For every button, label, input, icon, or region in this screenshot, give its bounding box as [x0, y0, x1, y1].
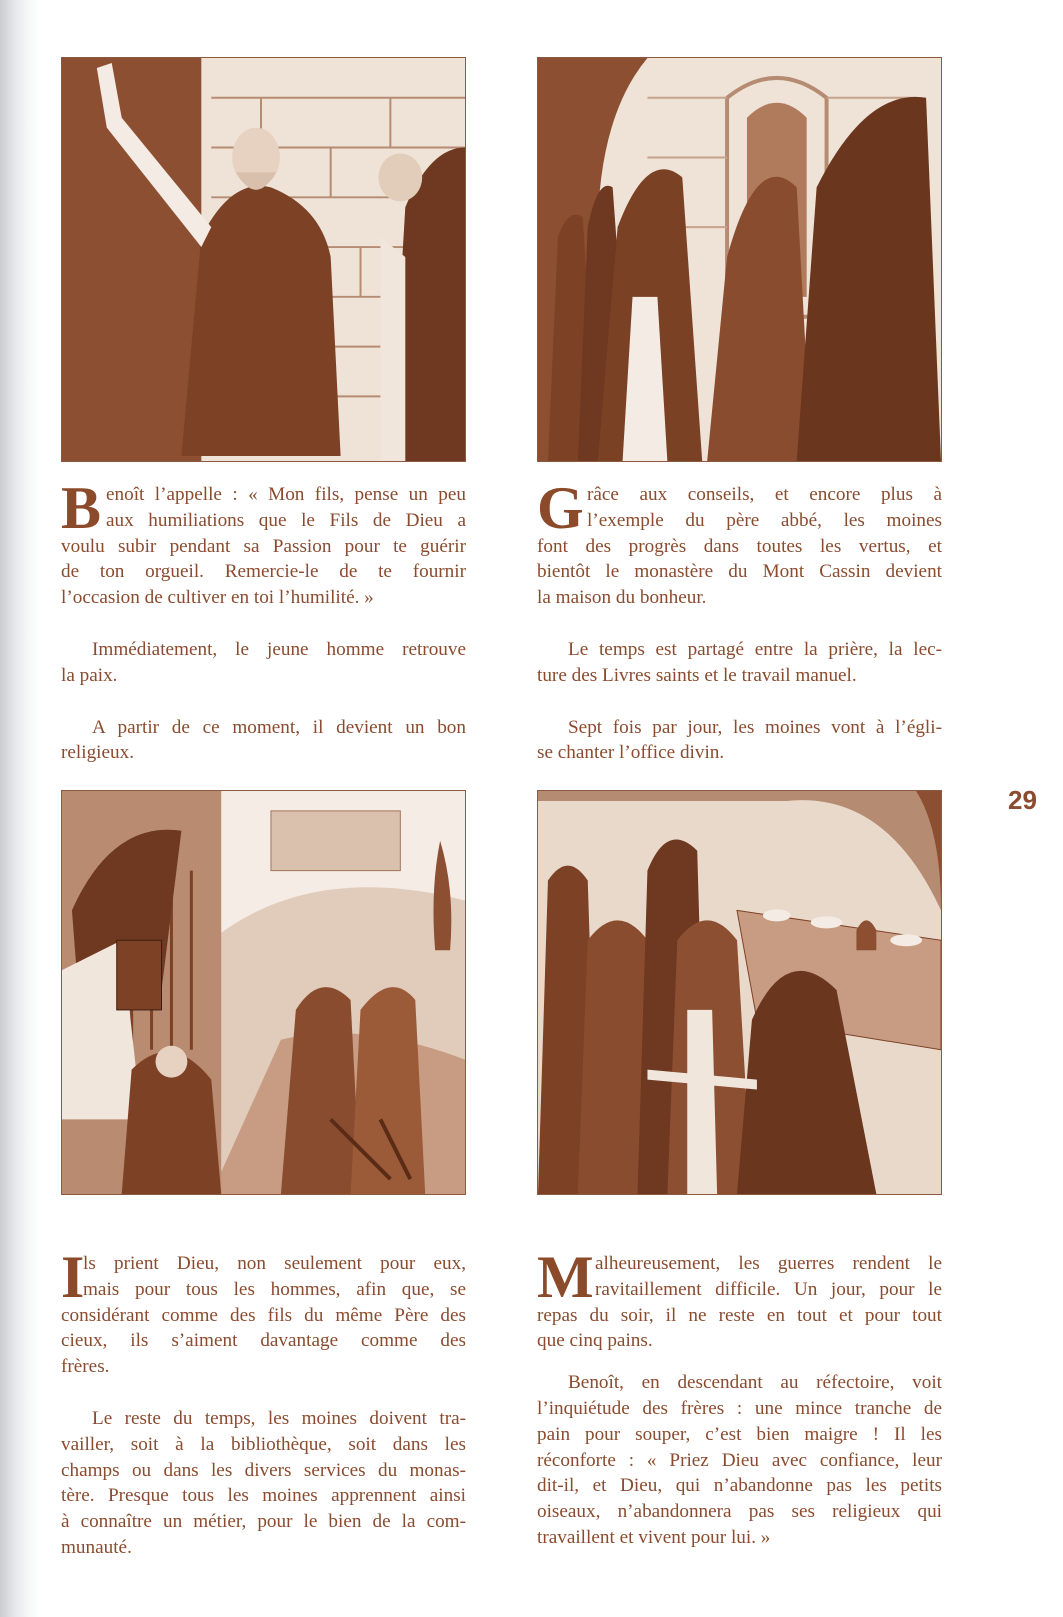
- text-line: de ton orgueil. Remercie-le de te fournir: [61, 561, 466, 583]
- text-line: vailler, soit à la bibliothèque, soit dans les: [61, 1433, 466, 1455]
- text-line: l’occasion de cultiver en toi l’humilité. »: [61, 587, 374, 609]
- text-line: la paix.: [61, 664, 118, 686]
- paragraph: [61, 1406, 466, 1561]
- paragraph: [537, 1244, 942, 1354]
- text-line: dit-il, et Dieu, qui n’abandonne pas les petits: [537, 1475, 942, 1497]
- story-text-panel-3: [61, 1244, 466, 1587]
- paragraph: [537, 1370, 942, 1551]
- text-line: munauté.: [61, 1536, 132, 1558]
- text-line: considérant comme des fils du même Père des: [61, 1304, 466, 1326]
- text-line: pain pour souper, c’est bien maigre ! Il les: [537, 1423, 942, 1445]
- text-line: cieux, ils s’aiment davantage comme des: [61, 1330, 466, 1352]
- text-line: Immédiatement, le jeune homme retrouve: [92, 638, 466, 660]
- paragraph: [61, 715, 466, 767]
- paragraph: [537, 637, 942, 689]
- text-line: tère. Presque tous les moines apprennent ainsi: [61, 1485, 466, 1507]
- text-line: ravitaillement difficile. Un jour, pour le: [595, 1278, 942, 1300]
- text-line: enoît l’appelle : « Mon fils, pense un peu: [106, 484, 466, 505]
- text-line: Le temps est partagé entre la prière, la lec-: [568, 638, 942, 660]
- page-gutter-shadow: [0, 0, 40, 1617]
- text-line: alheureusement, les guerres rendent le: [595, 1253, 942, 1274]
- text-line: font des progrès dans toutes les vertus, et: [537, 535, 942, 557]
- page-number: 29: [1008, 785, 1037, 815]
- text-line: repas du soir, il ne reste en tout et pour tout: [537, 1304, 942, 1326]
- text-line: ture des Livres saints et le travail manuel.: [537, 664, 857, 686]
- text-line: frères.: [61, 1356, 110, 1378]
- illustration-refectory: [537, 790, 942, 1195]
- dropcap-letter: B: [61, 475, 102, 541]
- illustration-image: [538, 58, 941, 461]
- paragraph: [537, 715, 942, 767]
- dropcap-letter: G: [537, 475, 584, 541]
- text-line: l’inquiétude des frères : une mince tranche de: [537, 1397, 942, 1419]
- story-text-panel-2: [537, 475, 942, 792]
- illustration-benedict-blessing: [61, 57, 466, 462]
- paragraph: [61, 637, 466, 689]
- text-line: ls prient Dieu, non seulement pour eux,: [83, 1253, 466, 1274]
- text-line: l’exemple du père abbé, les moines: [587, 509, 942, 531]
- text-line: oiseaux, n’abandonnera pas ses religieux qui: [537, 1501, 942, 1523]
- dropcap-letter: M: [537, 1244, 594, 1310]
- text-line: râce aux conseils, et encore plus à: [587, 484, 942, 505]
- illustration-monks-procession: [537, 57, 942, 462]
- text-line: Benoît, en descendant au réfectoire, voit: [568, 1372, 942, 1394]
- text-line: à connaître un métier, pour le bien de la com-: [61, 1511, 466, 1533]
- paragraph: [537, 475, 942, 611]
- text-line: religieux.: [61, 742, 134, 764]
- dropcap-letter: I: [61, 1244, 85, 1310]
- text-line: Sept fois par jour, les moines vont à l’égli-: [568, 716, 942, 738]
- text-line: mais pour tous les hommes, afin que, se: [83, 1278, 466, 1300]
- text-line: bientôt le monastère du Mont Cassin devient: [537, 561, 942, 583]
- text-line: réconforte : « Priez Dieu avec confiance, leur: [537, 1449, 942, 1471]
- text-line: se chanter l’office divin.: [537, 742, 725, 764]
- text-line: travaillent et vivent pour lui. »: [537, 1526, 771, 1548]
- paragraph: [61, 475, 466, 611]
- text-line: Le reste du temps, les moines doivent tra-: [92, 1407, 466, 1429]
- text-line: champs ou dans les divers services du monas-: [61, 1459, 466, 1481]
- text-line: la maison du bonheur.: [537, 587, 707, 609]
- illustration-image: [62, 58, 465, 461]
- illustration-image: [62, 791, 465, 1194]
- story-text-panel-4: [537, 1244, 942, 1577]
- text-line: voulu subir pendant sa Passion pour te guérir: [61, 535, 466, 557]
- illustration-image: [538, 791, 941, 1194]
- story-text-panel-1: [61, 475, 466, 792]
- illustration-monks-working: [61, 790, 466, 1195]
- text-line: aux humiliations que le Fils de Dieu a: [106, 509, 466, 531]
- paragraph: [61, 1244, 466, 1380]
- text-line: A partir de ce moment, il devient un bon: [92, 716, 466, 738]
- text-line: que cinq pains.: [537, 1330, 653, 1352]
